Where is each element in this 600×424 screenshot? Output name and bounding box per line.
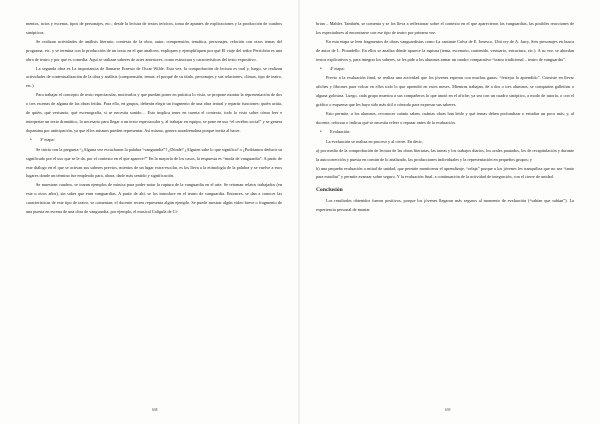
paragraph: En esta etapa se leen fragmentos de obras vanguardistas como La cantante Calva de E. Ionesco, Ubú rey de A. Jarry, Seis personajes en busca de autor de L. Pirandello. En ellos se analiza dónde aparece la ruptura (tema, escenario, contenido, vestuario, estructura, etc.). A su vez, se abordan textos explicativos y, para integrar los saberes, se les pide a los alumnos armar un cuadro comparativo “teatro tradicional – teatro de vanguardia”. xyxy=(316,38,574,62)
bullet-label: 3ª etapa: xyxy=(40,136,55,142)
bullet-item xyxy=(316,128,574,138)
paragraph: a) por medio de la comprobación de lectura de las obras literarias, las tareas y los trabajos diarios, los orales pautados, los de recapitulación y durante la autocorrección y puesta en común de lo analizado, las producciones individuales y la representación en pequeños grupos; y xyxy=(316,147,574,162)
paragraph: Se realizan actividades de análisis literario, contexto de la obra, autor, comprensión, temática, personajes, relación con otros temas del programa, etc. y se termina con la producción de un texto en el que analicen, expliquen y ejemplifiquen por qué El viaje del señor Perrichón es una obra de teatro y por qué es comedia. Aquí se utilizan saberes de artes anteriores, como estructura y características del texto expositivo. xyxy=(26,38,282,62)
paragraph: Se muestran cuadros, se trazan ejemplos de música para poder notar la ruptura de la vanguardia en el arte. Se retoman relatos trabajados (en este u otros años), sin saber que eran vanguardias. A partir de ahí, se los introduce en el teatro de vanguardia. Entonces, se dan a conocer las características de este tipo de teatro, se comentan; el docente recrea representa algún ejemplo. Se puede mostrar algún video breve o fragmento de una puesta en escena de una obra de vanguardia, por ejemplo, el musical Calígula de Ci- xyxy=(26,182,282,215)
bullet-label: Evaluación: xyxy=(330,128,351,134)
paragraph: Los resultados obtenidos fueron positivos, porque los jóvenes llegaron más seguros al momento de evaluación (“sabían que sabían”). La experiencia personal de montar xyxy=(316,198,574,213)
right-page xyxy=(316,20,574,416)
bullet-item xyxy=(316,65,574,75)
left-page xyxy=(26,20,282,416)
bullet-label: 4ª etapa: xyxy=(330,65,345,71)
paragraph: Previo a la evaluación final, se realiza una actividad que los jóvenes esperan con muchas ganas: “festejar lo aprendido”. Consiste en llevar afiches y fibrones para volcar en ellos todo lo que aprendió en estos meses. Mientras trabajan, de a dos o tres alumnos, se comparten galletitas o alguna golosina. Luego, cada grupo muestra a sus compañeros lo que anotó en el afiche; ya sea con un cuadro sinóptico, a modo de tutoría, o con el gráfico o esquema que les haya sido más útil o cómodo para expresar sus saberes. xyxy=(316,75,574,108)
bullet-icon: • xyxy=(320,66,322,72)
bullet-icon: • xyxy=(30,137,32,143)
bullet-icon: • xyxy=(320,129,322,135)
page-gutter xyxy=(298,0,300,424)
paragraph: Para trabajar el concepto de texto espectacular, motivarlos y que puedan poner en práctica lo visto, se propone montar la representación de dos o tres escenas de alguna de las obras leídas. Para ello, en grupos, deberán elegir un fragmento de una obra teatral y repartir funciones: quién actúa, de quién, qué vestuario, qué escenografía, si se necesita sonido… Esto implica tener en cuenta el contexto, todo lo visto sobre cómo leer e interpretar un texto dramático, lo necesario para llegar a un texto espectacular y, al trabajar en equipo, se pone en uso “el cerebro social” y se genera dopamina por anticipación, ya que ellos mismos pueden representar. Así mismo, genera noradrenalina porque invita al hacer. xyxy=(26,92,282,133)
section-heading: Conclusión xyxy=(316,187,343,194)
paragraph: Se inicia con la pregunta “¿Alguna vez escucharon la palabra “vanguardia”? ¿Dónde? ¿Alguien sabe lo que significa? o ¿Podríamos deducir su significado por el uso que se le da, por el contexto en el que aparece?” En la mayoría de los casos, la respuesta es “moda de vanguardia”. A partir de este diálogo en el que se activan sus saberes previos, mientos de un lugar extra-escolar, es los lleva a la etimología de la palabra y se vuelve a esos lugares donde un término fue empleado para, ahora, darle más sentido y significación. xyxy=(26,146,282,179)
paragraph: b) una pequeña evaluación a mitad de unidad, que permite monitorear el aprendizaje, “relaja” porque a los jóvenes les tranquiliza que no sea “tanto para estudiar” y permite avanzar sobre seguro. Y la evaluación final, a continuación de la actividad de integración, con el cierre de unidad. xyxy=(316,165,574,180)
paragraph: La evaluación se realiza en proceso y al cierre. En decir, xyxy=(326,138,423,144)
bullet-item xyxy=(26,136,282,146)
paragraph: mentos, actos y escenas, tipos de personajes, etc.; desde la lectura de textos teóricos, toma de apuntes de explicaciones y la producción de cuadros sinópticos. xyxy=(26,21,282,35)
paragraph: brian – Mahler. También, se comenta y se los lleva a reflexionar sobre el contexto en el que aparecieron las vanguardias, las posibles reacciones de los espectadores al encontrarse con ese tipo de teatro por primera vez. xyxy=(316,21,574,35)
page-number: 639 xyxy=(445,408,451,412)
page-number: 638 xyxy=(152,408,158,412)
paragraph: La segunda obra es La importancia de llamarse Ernesto de Oscar Wilde. Esta vez, la comprobación de lectura es oral y, luego, se realizan actividades de contextualización de la obra y análisis (comprensión, temas, el porqué de su título, personajes y sus relaciones, clímax, tipo de teatro, etc.). xyxy=(26,65,282,89)
paragraph: Esto permite, a los alumnos, reconocer cuánto saben, cuántas obras han leído y qué temas deben profundizar o estudiar un poco más; y, al docente, reforzar o indicar qué se necesita releer o repasar antes de la evaluación. xyxy=(316,111,574,125)
